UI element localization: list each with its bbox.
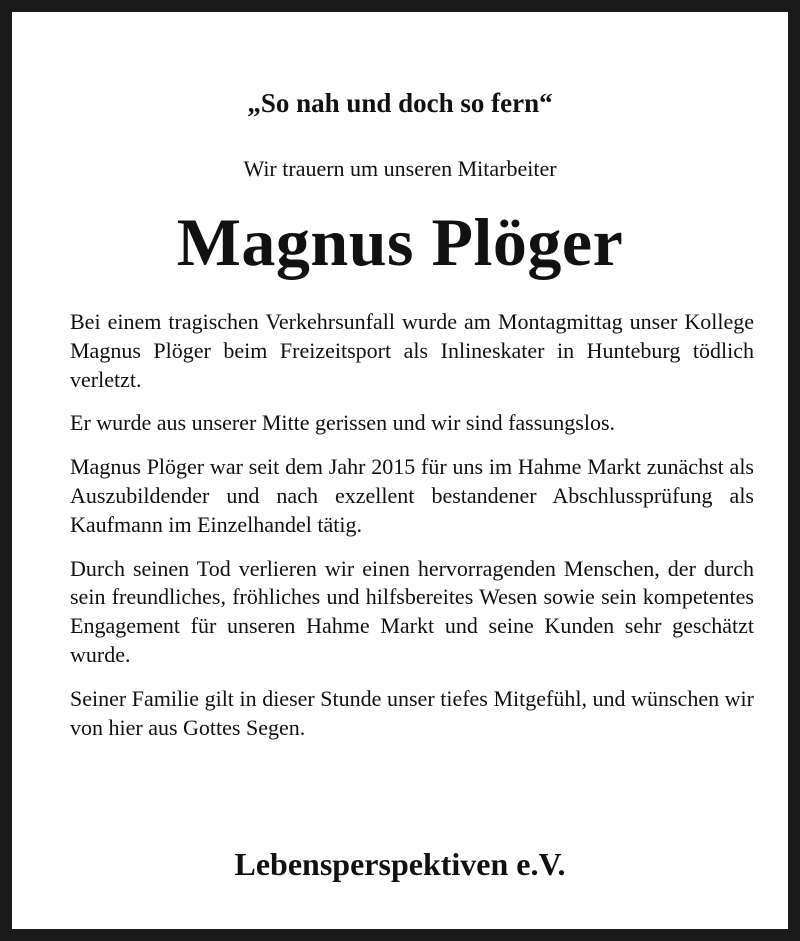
motto-heading: „So nah und doch so fern“ (247, 88, 553, 118)
intro-line: Wir trauern um unseren Mitarbeiter (243, 156, 557, 181)
body-paragraph: Er wurde aus unserer Mitte gerissen und wir sind fassungslos. (70, 410, 616, 436)
body-paragraph: Durch seinen Tod verlieren wir einen hervorragenden Menschen, der durch sein freundliches, fröhliches und hilfsbereites Wesen sowie sein kompetentes Engagement für unseren Hahme Markt und seine Kunden sehr geschätzt wurde. (70, 555, 754, 667)
deceased-name: Magnus Plöger (176, 204, 624, 280)
body-paragraph: Bei einem tragischen Verkehrsunfall wurde am Montagmittag unser Kollege Magnus Plöger beim Freizeitsport als Inlineskater in Hunteburg tödlich verletzt. (70, 309, 754, 392)
signature-organization: Lebensperspektiven e.V. (234, 846, 566, 882)
body-paragraph: Magnus Plöger war seit dem Jahr 2015 für uns im Hahme Markt zunächst als Auszubildender und nach exzellent bestandener Abschlussprüfung als Kaufmann im Einzelhandel tätig. (70, 454, 754, 537)
body-paragraph: Seiner Familie gilt in dieser Stunde unser tiefes Mitgefühl, und wünschen wir von hier aus Gottes Segen. (70, 685, 754, 740)
notice-body (70, 308, 754, 757)
